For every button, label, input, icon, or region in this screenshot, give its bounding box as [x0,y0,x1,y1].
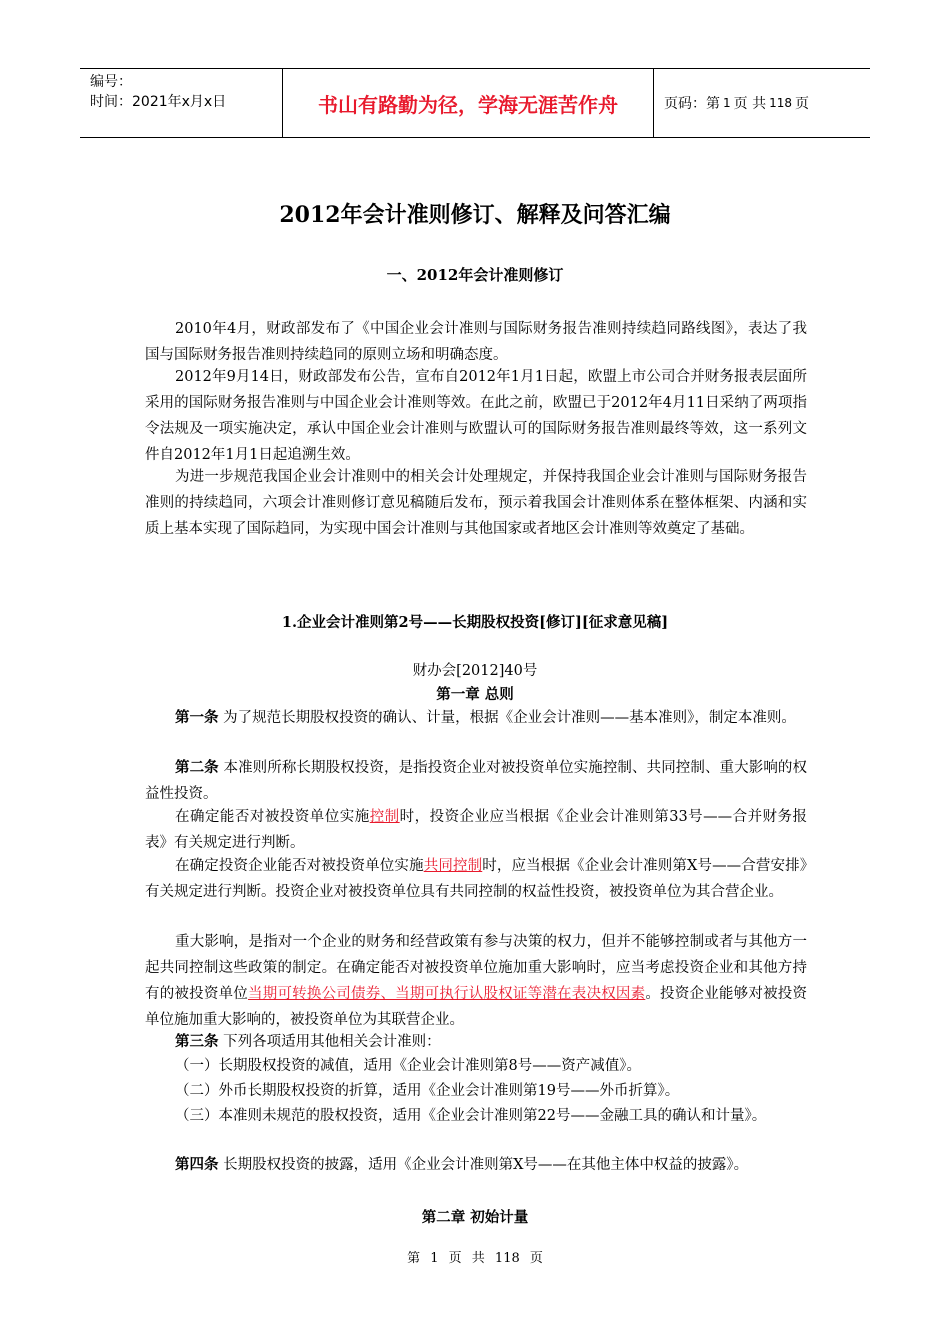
article-1-text: 为了规范长期股权投资的确认、计量，根据《企业会计准则——基本准则》，制定本准则。 [218,710,796,726]
header-motto: 书山有路勤为径，学海无涯苦作舟 [282,69,654,137]
section-title: 一、2012年会计准则修订 [386,266,564,284]
article-4-label: 第四条 [175,1156,219,1173]
page-number: 1 [723,96,731,110]
influence-text-a: 重大影响，是指对一个企业的财务和经营政策有参与决策的权力，但并不能够控制或者与其他方一起共同控制这些政策的制定。在确定能否对被投资单位施加重大影响时，应当考虑投资企业和其他方持有的被投资单位 [145,934,807,1002]
page-footer: 第 1 页 共 118 页 [407,1251,543,1266]
influence-paragraph [145,929,807,1033]
joint-text-a: 在确定投资企业能否对被投资单位实施 [175,858,424,874]
serial-label: 编号： [90,74,132,90]
header-meta [80,69,282,137]
potential-voting-rights-link[interactable]: 当期可转换公司债券、当期可执行认股权证等潜在表决权因素 [248,986,646,1002]
page-header [80,68,870,138]
article-3-text: 下列各项适用其他相关会计准则： [218,1034,441,1050]
control-text-b: 时，投资企业应当根据《企业会计准则第33号——合并财务报表》有关规定进行判断。 [145,809,808,851]
article-3-label: 第三条 [175,1033,219,1050]
control-paragraph [145,804,807,856]
page-suffix: 页 [795,96,809,112]
time-label: 时间：2021年x月x日 [90,94,227,110]
page-mid: 页 共 [733,96,767,112]
chapter-1-title: 第一章 总则 [436,686,514,703]
article-3 [145,1029,807,1055]
article-1 [145,705,807,731]
joint-text-b: 时，应当根据《企业会计准则第X号——合营安排》有关规定进行判断。投资企业对被投资单位具有共同控制的权益性投资，被投资单位为其合营企业。 [145,858,808,900]
article-1-label: 第一条 [175,709,219,726]
control-text-a: 在确定能否对被投资单位实施 [175,809,370,825]
page-prefix: 页码：第 [664,96,720,112]
article-4 [145,1152,807,1178]
article-3-item-1: （一）长期股权投资的减值，适用《企业会计准则第8号——资产减值》。 [175,1058,641,1074]
page-total: 118 [769,96,792,110]
chapter-2-title: 第二章 初始计量 [421,1209,529,1226]
joint-control-paragraph [145,853,807,905]
article-2-label: 第二条 [175,759,219,776]
article-2 [145,755,807,807]
document-title: 2012年会计准则修订、解释及问答汇编 [279,202,671,228]
intro-paragraph-1: 2010年4月，财政部发布了《中国企业会计准则与国际财务报告准则持续趋同路线图》，表达了我国与国际财务报告准则持续趋同的原则立场和明确态度。 [145,321,807,363]
doc-number: 财办会[2012]40号 [412,663,538,679]
header-page-info [654,69,870,137]
article-3-item-3: （三）本准则未规范的股权投资，适用《企业会计准则第22号——金融工具的确认和计量》。 [175,1108,767,1124]
article-4-text: 长期股权投资的披露，适用《企业会计准则第X号——在其他主体中权益的披露》。 [218,1157,749,1173]
article-2-text: 本准则所称长期股权投资，是指投资企业对被投资单位实施控制、共同控制、重大影响的权益性投资。 [145,760,808,802]
article-3-item-2: （二）外币长期股权投资的折算，适用《企业会计准则第19号——外币折算》。 [175,1083,680,1099]
control-link[interactable]: 控制 [369,809,400,825]
joint-control-link[interactable]: 共同控制 [423,858,483,874]
influence-text-b: 。投资企业能够对被投资单位施加重大影响的，被投资单位为其联营企业。 [145,986,808,1028]
intro-paragraph-3: 为进一步规范我国企业会计准则中的相关会计处理规定，并保持我国企业会计准则与国际财务报告准则的持续趋同，六项会计准则修订意见稿随后发布，预示着我国会计准则体系在整体框架、内涵和实质上基本实现了国际趋同，为实现中国会计准则与其他国家或者地区会计准则等效奠定了基础。 [145,469,807,537]
standard-title: 1.企业会计准则第2号——长期股权投资[修订][征求意见稿] [281,614,669,631]
intro-paragraph-2: 2012年9月14日，财政部发布公告，宣布自2012年1月1日起，欧盟上市公司合并财务报表层面所采用的国际财务报告准则与中国企业会计准则等效。在此之前，欧盟已于2012年4月11日采纳了两项指令法规及一项实施决定，承认中国企业会计准则与欧盟认可的国际财务报告准则最终等效，这一系列文件自2012年1月1日起追溯生效。 [145,369,807,463]
